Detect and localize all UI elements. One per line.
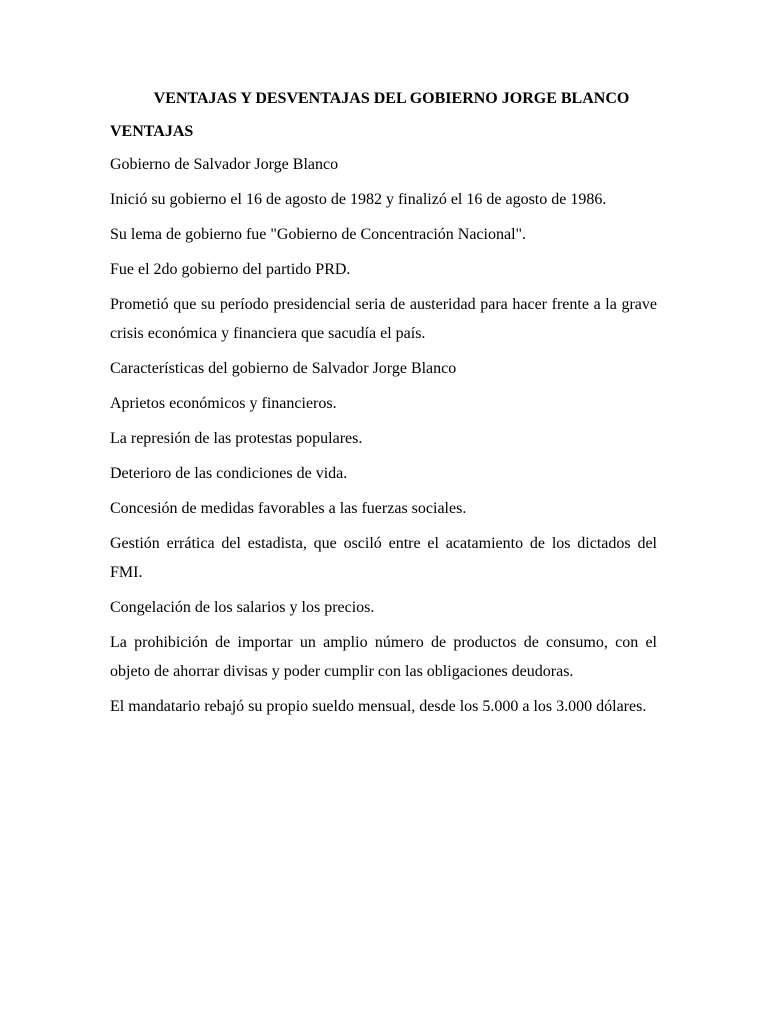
paragraph: Congelación de los salarios y los precios.: [110, 599, 375, 616]
paragraph: Concesión de medidas favorables a las fuerzas sociales.: [110, 500, 467, 517]
paragraph: Inició su gobierno el 16 de agosto de 1982 y finalizó el 16 de agosto de 1986.: [110, 191, 607, 208]
section-heading-ventajas: VENTAJAS: [110, 123, 194, 140]
paragraph: La represión de las protestas populares.: [110, 430, 363, 447]
paragraph: Gestión errática del estadista, que osciló entre el acatamiento de los dictados del FMI.: [110, 535, 657, 581]
paragraph: Fue el 2do gobierno del partido PRD.: [110, 261, 351, 278]
paragraph: El mandatario rebajó su propio sueldo mensual, desde los 5.000 a los 3.000 dólares.: [110, 698, 647, 715]
document-title: VENTAJAS Y DESVENTAJAS DEL GOBIERNO JORGE BLANCO: [153, 90, 630, 107]
document-body: [110, 84, 657, 721]
paragraph: Gobierno de Salvador Jorge Blanco: [110, 156, 339, 173]
paragraph: Su lema de gobierno fue "Gobierno de Concentración Nacional".: [110, 226, 527, 243]
paragraph: Aprietos económicos y financieros.: [110, 395, 337, 412]
paragraph: Deterioro de las condiciones de vida.: [110, 465, 348, 482]
paragraph: Prometió que su período presidencial seria de austeridad para hacer frente a la grave crisis económica y financiera que sacudía el país.: [110, 296, 657, 342]
paragraph: Características del gobierno de Salvador Jorge Blanco: [110, 360, 457, 377]
paragraph: La prohibición de importar un amplio número de productos de consumo, con el objeto de ahorrar divisas y poder cumplir con las obligaciones deudoras.: [110, 634, 657, 680]
